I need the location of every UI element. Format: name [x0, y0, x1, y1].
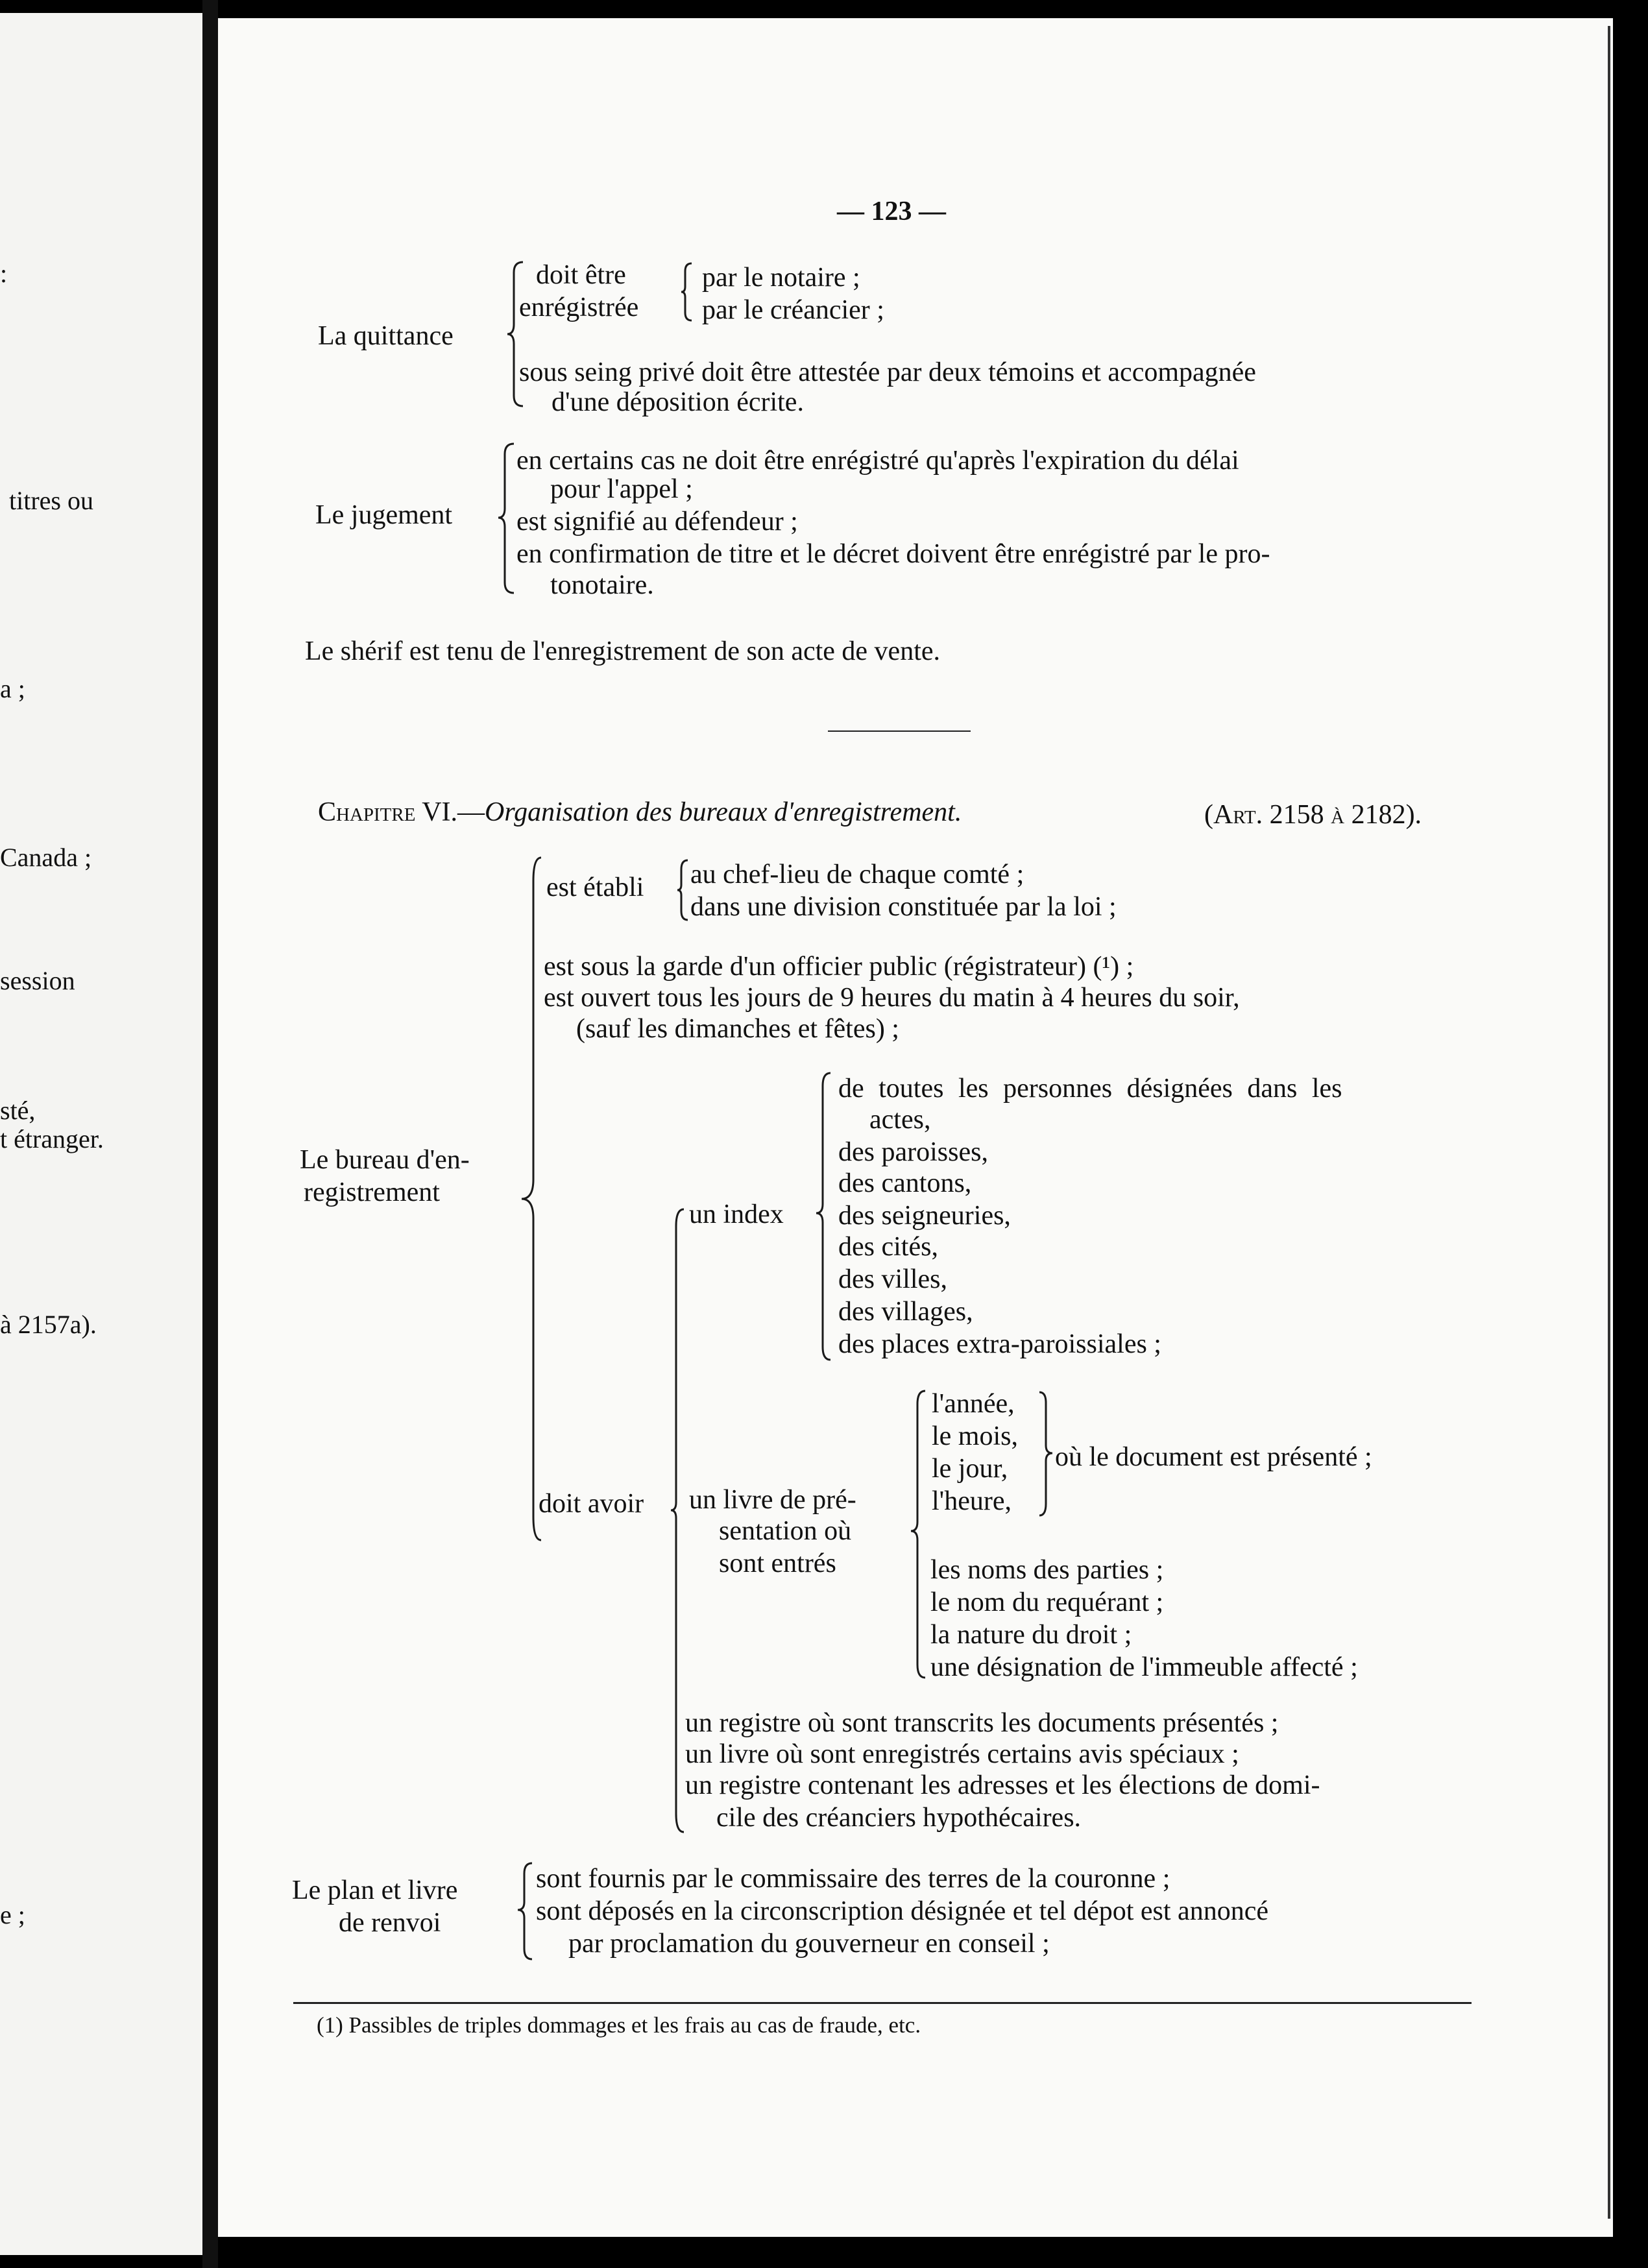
- page-edge: [1608, 26, 1610, 2219]
- index-item: des villes,: [838, 1264, 947, 1294]
- chapter-ref: (Art. 2158 à 2182).: [1204, 800, 1422, 830]
- quittance-label: La quittance: [318, 321, 454, 351]
- jugement-brace: [497, 441, 516, 597]
- index-item: de toutes les personnes désignées dans les: [838, 1074, 1342, 1104]
- etabli-brace: [676, 859, 690, 921]
- time-brace: [1037, 1390, 1055, 1519]
- jugement-line: tonotaire.: [550, 570, 654, 600]
- ouvert-2: (sauf les dimanches et fêtes) ;: [576, 1014, 899, 1044]
- chapter-prefix: Chapitre VI.—: [318, 797, 485, 827]
- index-item: des cités,: [838, 1232, 938, 1262]
- index-item: des places extra-paroissiales ;: [838, 1329, 1161, 1359]
- index-item: actes,: [869, 1105, 931, 1135]
- livre-presentation-3: sont entrés: [719, 1549, 836, 1578]
- left-fragment: t étranger.: [0, 1124, 104, 1153]
- sherif-text: Le shérif est tenu de l'enregistrement de son acte de vente.: [305, 636, 941, 666]
- registre-line: un livre où sont enregistrés certains avis spéciaux ;: [685, 1739, 1239, 1769]
- index-item: des villages,: [838, 1297, 973, 1327]
- est-etabli: est établi: [546, 873, 644, 902]
- livre-presentation-1: un livre de pré-: [689, 1485, 856, 1515]
- registre-line: un registre où sont transcrits les documents présentés ;: [685, 1708, 1279, 1738]
- quittance-doit: doit être: [536, 260, 626, 290]
- plan-line: par proclamation du gouverneur en conseil ;: [568, 1929, 1050, 1959]
- footnote: (1) Passibles de triples dommages et les frais au cas de fraude, etc.: [317, 2012, 921, 2038]
- ouvert-1: est ouvert tous les jours de 9 heures du matin à 4 heures du soir,: [544, 983, 1240, 1013]
- index-item: des seigneuries,: [838, 1201, 1011, 1231]
- quittance-deposition: d'une déposition écrite.: [551, 387, 804, 417]
- entry-item: une désignation de l'immeuble affecté ;: [930, 1652, 1358, 1682]
- left-fragment: sté,: [0, 1096, 36, 1125]
- jugement-line: en certains cas ne doit être enrégistré qu'après l'expiration du délai: [516, 446, 1239, 476]
- livre-brace: [910, 1388, 928, 1680]
- plan-line: sont déposés en la circonscription désignée et tel dépot est annoncé: [536, 1896, 1268, 1926]
- un-index: un index: [689, 1200, 784, 1229]
- footnote-rule: [293, 2002, 1472, 2004]
- doit-avoir: doit avoir: [539, 1489, 644, 1519]
- page-number: — 123 —: [837, 197, 946, 226]
- jugement-line: en confirmation de titre et le décret doivent être enrégistré par le pro-: [516, 539, 1270, 569]
- plan-label-2: de renvoi: [339, 1908, 441, 1938]
- registre-line: un registre contenant les adresses et les élections de domi-: [685, 1770, 1320, 1800]
- quittance-enregistree: enrégistrée: [519, 293, 639, 322]
- par-creancier: par le créancier ;: [702, 295, 884, 325]
- time-item: l'année,: [932, 1389, 1015, 1419]
- par-notaire: par le notaire ;: [702, 263, 860, 293]
- entry-item: le nom du requérant ;: [930, 1587, 1164, 1617]
- time-item: le jour,: [932, 1454, 1008, 1484]
- left-fragment: à 2157a).: [0, 1310, 97, 1339]
- entry-item: les noms des parties ;: [930, 1555, 1164, 1585]
- jugement-label: Le jugement: [315, 500, 453, 530]
- section-divider: [828, 730, 971, 732]
- index-item: des paroisses,: [838, 1137, 988, 1167]
- index-brace: [815, 1070, 833, 1362]
- bureau-label-2: registrement: [304, 1177, 440, 1207]
- notaire-brace: [680, 262, 694, 322]
- left-fragment: titres ou: [9, 486, 93, 515]
- sous-garde: est sous la garde d'un officier public (régistrateur) (¹) ;: [544, 952, 1134, 982]
- quittance-seing: sous seing privé doit être attestée par deux témoins et accompagnée: [519, 357, 1256, 387]
- plan-brace: [516, 1861, 535, 1964]
- chapter-heading: [318, 797, 962, 828]
- time-item: l'heure,: [932, 1486, 1012, 1516]
- left-fragment: a ;: [0, 674, 25, 703]
- bureau-brace: [519, 855, 545, 1543]
- jugement-line: est signifié au défendeur ;: [516, 507, 798, 537]
- plan-label-1: Le plan et livre: [292, 1876, 458, 1905]
- book-gutter: [202, 0, 218, 2268]
- left-fragment: session: [0, 966, 75, 995]
- left-fragment: Canada ;: [0, 843, 92, 872]
- livre-presentation-2: sentation où: [719, 1516, 852, 1546]
- registre-line: cile des créanciers hypothécaires.: [716, 1803, 1082, 1833]
- left-fragment: e ;: [0, 1900, 25, 1929]
- chapter-title: Organisation des bureaux d'enregistrement.: [485, 797, 962, 827]
- entry-item: la nature du droit ;: [930, 1620, 1132, 1650]
- time-note: où le document est présenté ;: [1055, 1442, 1372, 1472]
- jugement-line: pour l'appel ;: [550, 474, 693, 504]
- etabli-b: dans une division constituée par la loi ;: [690, 892, 1117, 922]
- time-item: le mois,: [932, 1421, 1018, 1451]
- etabli-a: au chef-lieu de chaque comté ;: [690, 860, 1024, 889]
- plan-line: sont fournis par le commissaire des terres de la couronne ;: [536, 1864, 1170, 1894]
- index-item: des cantons,: [838, 1168, 972, 1198]
- left-fragment-colon: :: [0, 259, 8, 288]
- bureau-label-1: Le bureau d'en-: [300, 1145, 470, 1175]
